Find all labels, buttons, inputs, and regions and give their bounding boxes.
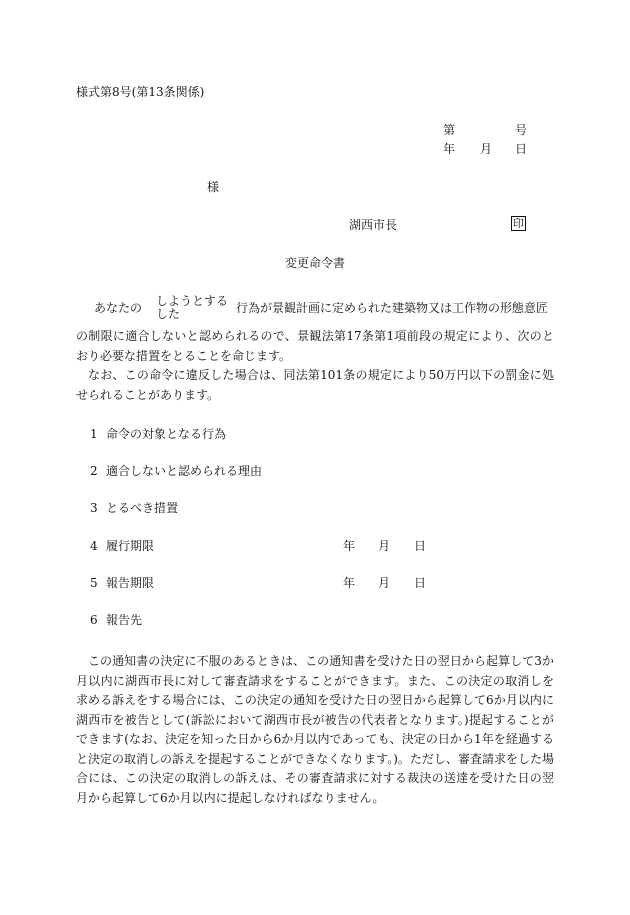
item-4-year: 年 bbox=[343, 539, 356, 553]
appeal-notice-text: この通知書の決定に不服のあるときは、この通知書を受けた日の翌日から起算して3か月以内に湖西市長に対して審査請求をすることができます。また、この決定の取消しを求める訴えをする場合には、この決定の通知を受けた日の翌日から起算して6か月以内に湖西市を被告として(訴訟において湖西市長が被告の代表者となります。)提起することができます(なお、決定を知った日から6か月以内であっても、決定の日から1年を経過すると決定の取消しの訴えを提起することができなくなります。)。ただし、審査請求をした場合には、この決定の取消しの訴えは、その審査請求に対する裁決の送達を受けた日の翌月から起算して6か月以内に提起しなければなりません。 bbox=[76, 654, 554, 805]
item-5-month: 月 bbox=[378, 576, 391, 590]
item-4-label: 履行期限 bbox=[106, 539, 155, 553]
item-2-number: 2 bbox=[90, 464, 98, 478]
date-month-label: 月 bbox=[480, 142, 493, 156]
form-number-header: 様式第8号(第13条関係) bbox=[76, 85, 205, 99]
choice-done: した bbox=[156, 307, 181, 321]
body-prefix: あなたの bbox=[94, 301, 143, 315]
seal-mark: 印 bbox=[513, 217, 524, 230]
item-5-year: 年 bbox=[343, 576, 356, 590]
choice-planned: しようとする bbox=[156, 294, 229, 308]
item-3-number: 3 bbox=[90, 501, 98, 515]
action-choice bbox=[156, 295, 228, 321]
item-6-number: 6 bbox=[90, 613, 98, 627]
item-3-label: とるべき措置 bbox=[106, 501, 179, 515]
item-6-label: 報告先 bbox=[106, 613, 143, 627]
item-1-number: 1 bbox=[90, 427, 98, 441]
item-2-label: 適合しないと認められる理由 bbox=[106, 464, 263, 478]
date-year-label: 年 bbox=[443, 142, 456, 156]
document-number-suffix: 号 bbox=[515, 123, 528, 137]
document-title: 変更命令書 bbox=[285, 256, 346, 270]
item-4-month: 月 bbox=[378, 539, 391, 553]
issuer-name: 湖西市長 bbox=[349, 218, 398, 232]
item-1-label: 命令の対象となる行為 bbox=[106, 427, 227, 441]
item-5-label: 報告期限 bbox=[106, 576, 155, 590]
body-paragraph bbox=[76, 327, 554, 405]
item-4-day: 日 bbox=[414, 539, 427, 553]
penalty-note: なお、この命令に違反した場合は、同法第101条の規定により50万円以下の罰金に処せられることがあります。 bbox=[76, 368, 554, 402]
body-continuation: の制限に適合しないと認められるので、景観法第17条第1項前段の規定により、次のとおり必要な措置をとることを命じます。 bbox=[76, 329, 554, 363]
item-4-number: 4 bbox=[90, 539, 98, 553]
body-first-line: 行為が景観計画に定められた建築物又は工作物の形態意匠 bbox=[236, 301, 549, 315]
item-5-day: 日 bbox=[414, 576, 427, 590]
item-5-number: 5 bbox=[90, 576, 98, 590]
date-day-label: 日 bbox=[515, 142, 528, 156]
document-number-prefix: 第 bbox=[443, 123, 456, 137]
appeal-notice bbox=[76, 652, 554, 808]
addressee-honorific: 様 bbox=[207, 180, 220, 194]
